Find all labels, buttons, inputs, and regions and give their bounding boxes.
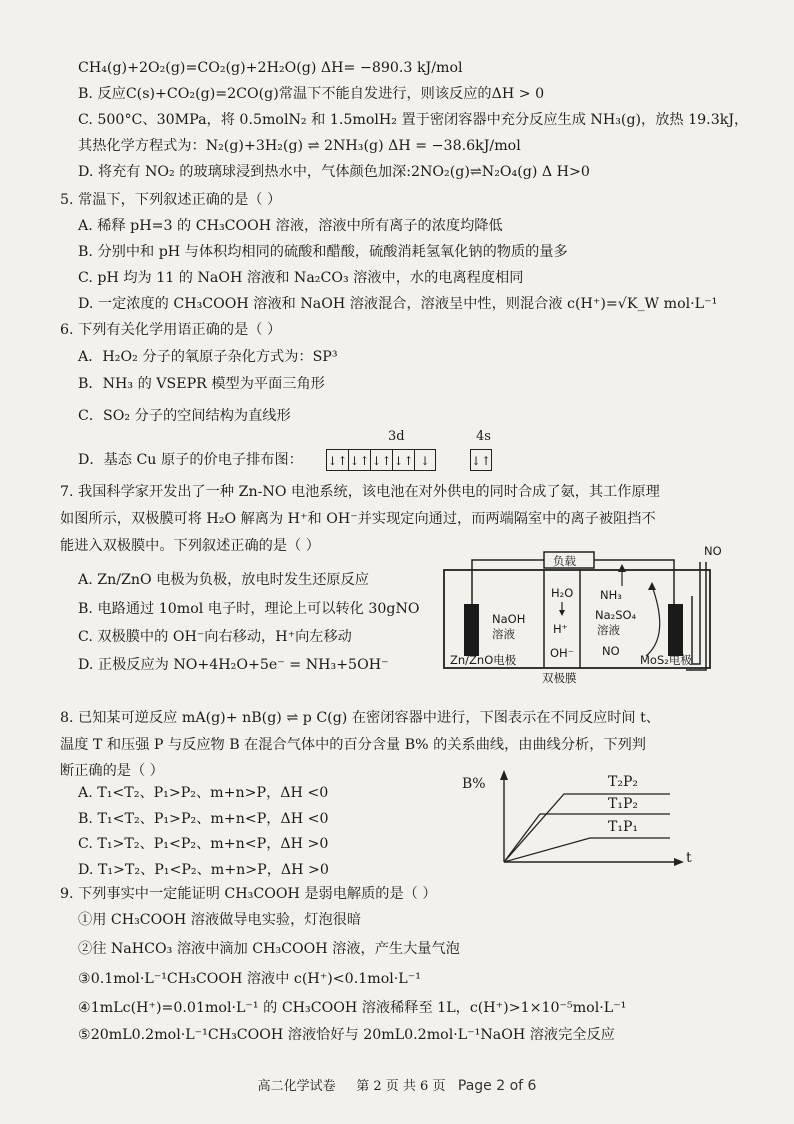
footer-page-label: 第 2 页 共 6 页 [356,1079,446,1094]
q8-option-d: D. T₁>T₂、P₁<P₂、m+n>P，ΔH >0 [78,862,329,878]
q4-option-c-line2: 其热化学方程式为：N₂(g)+3H₂(g) ⇌ 2NH₃(g) ΔH = −38.6kJ/mol [78,138,521,154]
zn-no-battery-diagram [442,546,724,686]
q7-option-d: D. 正极反应为 NO+4H₂O+5e⁻ = NH₃+5OH⁻ [78,657,389,673]
q4-option-d: D. 将充有 NO₂ 的玻璃球浸到热水中，气体颜色加深:2NO₂(g)⇌N₂O₄(g) Δ H>0 [78,164,590,180]
q4-option-a-cont: CH₄(g)+2O₂(g)=CO₂(g)+2H₂O(g) ΔH= −890.3 kJ/mol [78,60,463,76]
q8-stem-line3: 断正确的是（ ） [60,763,164,779]
q5-option-a: A. 稀释 pH=3 的 CH₃COOH 溶液，溶液中所有离子的浓度均降低 [78,218,503,234]
load-label: 负载 [553,554,576,568]
h-plus-label: H⁺ [553,622,568,636]
orbital-4s-boxes [470,449,492,471]
nh3-label: NH₃ [600,588,622,602]
q7-option-b: B. 电路通过 10mol 电子时，理论上可以转化 30gNO [78,601,420,617]
h2o-label: H₂O [551,586,574,600]
footer-title: 高二化学试卷 [257,1079,336,1094]
q7-stem-line2: 如图所示，双极膜可将 H₂O 解离为 H⁺和 OH⁻并实现定向通过，而两端隔室中的离子被阻挡不 [60,511,656,527]
graph-x-axis-label: t [686,850,692,866]
orbital-4s-label: 4s [476,429,491,444]
q9-item-1: ①用 CH₃COOH 溶液做导电实验，灯泡很暗 [78,912,362,928]
orbital-box: ↓↑ [348,449,370,471]
na2so4-solution-label: 溶液 [597,623,620,637]
q9-item-3: ③0.1mol·L⁻¹CH₃COOH 溶液中 c(H⁺)<0.1mol·L⁻¹ [78,971,421,987]
q5-option-c: C. pH 均为 11 的 NaOH 溶液和 Na₂CO₃ 溶液中，水的电离程度相同 [78,270,524,286]
q8-stem-line2: 温度 T 和压强 P 与反应物 B 在混合气体中的百分含量 B% 的关系曲线，由曲线分析，下列判 [60,737,646,753]
orbital-box: ↓↑ [326,449,348,471]
page-footer [0,1075,794,1094]
q7-option-a: A. Zn/ZnO 电极为负极，放电时发生还原反应 [78,572,369,588]
q8-option-b: B. T₁<T₂、P₁>P₂、m+n<P，ΔH <0 [78,811,329,827]
bipolar-membrane-label: 双极膜 [542,671,577,685]
graph-y-axis-label: B% [462,776,486,792]
q7-stem-line3: 能进入双极膜中。下列叙述正确的是（ ） [60,538,320,554]
orbital-box: ↓ [414,449,436,471]
q8-option-a: A. T₁<T₂、P₁>P₂、m+n>P，ΔH <0 [78,785,329,801]
no-label: NO [602,644,620,658]
q8-stem-line1: 8. 已知某可逆反应 mA(g)+ nB(g) ⇌ p C(g) 在密闭容器中进行，下图表示在不同反应时间 t、 [60,710,660,726]
orbital-box: ↓↑ [470,449,492,471]
q6-option-c: C．SO₂ 分子的空间结构为直线形 [78,408,291,424]
q4-option-b: B. 反应C(s)+CO₂(g)=2CO(g)常温下不能自发进行，则该反应的ΔH > 0 [78,86,545,102]
b-percent-vs-time-graph [460,766,700,876]
q6-option-d: D．基态 Cu 原子的价电子排布图： [78,452,303,468]
mos2-electrode-label: MoS₂电极 [640,653,692,667]
curve-t1p1-label: T₁P₁ [608,819,638,835]
orbital-3d-label: 3d [388,429,405,444]
q8-option-c: C. T₁>T₂、P₁<P₂、m+n<P，ΔH >0 [78,836,329,852]
q9-item-4: ④1mLc(H⁺)=0.01mol·L⁻¹ 的 CH₃COOH 溶液稀释至 1L，c(H⁺)>1×10⁻⁵mol·L⁻¹ [78,1000,627,1016]
q7-stem-line1: 7. 我国科学家开发出了一种 Zn-NO 电池系统，该电池在对外供电的同时合成了氨，其工作原理 [60,484,660,500]
q5-option-d: D. 一定浓度的 CH₃COOH 溶液和 NaOH 溶液混合，溶液呈中性，则混合液 c(H⁺)=√K_W mol·L⁻¹ [78,296,718,312]
curve-t2p2-label: T₂P₂ [608,774,638,790]
orbital-box: ↓↑ [370,449,392,471]
orbital-box: ↓↑ [392,449,414,471]
footer-page-of: Page 2 of 6 [457,1078,537,1094]
q4-option-c-line1: C. 500°C、30MPa，将 0.5molN₂ 和 1.5molH₂ 置于密闭容器中充分反应生成 NH₃(g)，放热 19.3kJ， [78,112,749,128]
q9-stem: 9. 下列事实中一定能证明 CH₃COOH 是弱电解质的是（ ） [60,886,437,902]
q7-option-c: C. 双极膜中的 OH⁻向右移动，H⁺向左移动 [78,629,352,645]
oh-minus-label: OH⁻ [550,646,574,660]
q5-option-b: B. 分别中和 pH 与体积均相同的硫酸和醋酸，硫酸消耗氢氧化钠的物质的量多 [78,244,568,260]
na2so4-label: Na₂SO₄ [595,608,637,622]
no-inlet-label: NO [704,544,722,558]
q6-option-b: B．NH₃ 的 VSEPR 模型为平面三角形 [78,376,325,392]
naoh-label: NaOH [492,612,526,626]
naoh-solution-label: 溶液 [492,627,515,641]
curve-t1p2-label: T₁P₂ [608,796,638,812]
q6-option-a: A．H₂O₂ 分子的氧原子杂化方式为：SP³ [78,349,338,365]
q6-stem: 6. 下列有关化学用语正确的是（ ） [60,322,282,338]
zn-zno-electrode-label: Zn/ZnO电极 [450,653,517,667]
orbital-3d-boxes [326,449,436,471]
q9-item-2: ②往 NaHCO₃ 溶液中滴加 CH₃COOH 溶液，产生大量气泡 [78,941,460,957]
q9-item-5: ⑤20mL0.2mol·L⁻¹CH₃COOH 溶液恰好与 20mL0.2mol·L⁻¹NaOH 溶液完全反应 [78,1027,615,1043]
q5-stem: 5. 常温下，下列叙述正确的是（ ） [60,192,282,208]
